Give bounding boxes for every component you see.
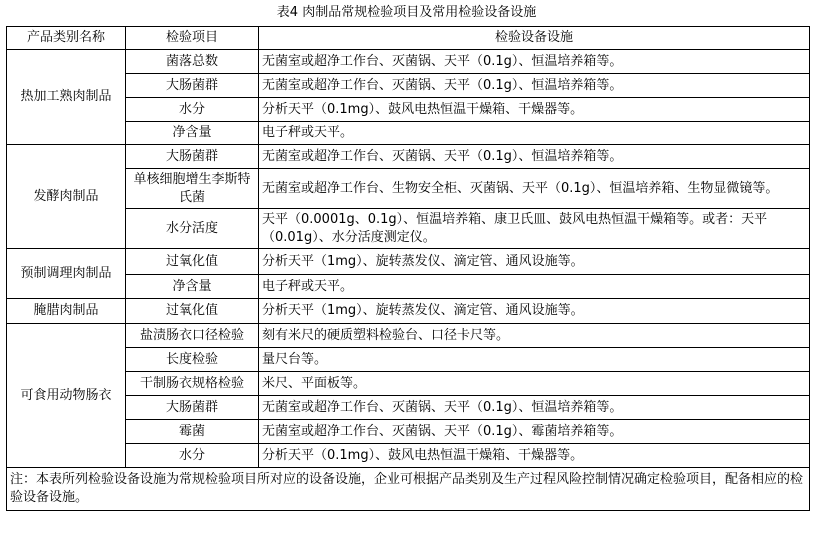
- inspection-table: [6, 26, 810, 511]
- equipment-cell: 刻有米尺的硬质塑料检验台、口径卡尺等。: [259, 324, 810, 348]
- table-row: [7, 396, 810, 420]
- category-cell: 腌腊肉制品: [7, 299, 126, 324]
- category-cell: 热加工熟肉制品: [7, 50, 126, 145]
- equipment-cell: 电子秤或天平。: [259, 122, 810, 145]
- category-cell: 发酵肉制品: [7, 145, 126, 249]
- item-cell: 大肠菌群: [126, 396, 259, 420]
- equipment-cell: 量尺台等。: [259, 348, 810, 372]
- category-cell: 可食用动物肠衣: [7, 324, 126, 468]
- table-row: [7, 50, 810, 74]
- table-note: 注：本表所列检验设备设施为常规检验项目所对应的设备设施，企业可根据产品类别及生产过程风险控制情况确定检验项目，配备相应的检验设备设施。: [7, 468, 810, 511]
- header-equipment: 检验设备设施: [259, 27, 810, 50]
- equipment-cell: 分析天平（1mg）、旋转蒸发仪、滴定管、通风设施等。: [259, 249, 810, 275]
- table-row: [7, 169, 810, 209]
- equipment-cell: 分析天平（1mg）、旋转蒸发仪、滴定管、通风设施等。: [259, 299, 810, 324]
- item-cell: 过氧化值: [126, 249, 259, 275]
- table-row: [7, 249, 810, 275]
- table-body: [7, 50, 810, 468]
- item-cell: 干制肠衣规格检验: [126, 372, 259, 396]
- table-row: [7, 98, 810, 122]
- item-cell: 长度检验: [126, 348, 259, 372]
- equipment-cell: 无菌室或超净工作台、灭菌锅、天平（0.1g）、恒温培养箱等。: [259, 74, 810, 98]
- item-cell: 菌落总数: [126, 50, 259, 74]
- header-item: 检验项目: [126, 27, 259, 50]
- table-header-row: [7, 27, 810, 50]
- category-cell: 预制调理肉制品: [7, 249, 126, 299]
- item-cell: 单核细胞增生李斯特氏菌: [126, 169, 259, 209]
- item-cell: 水分: [126, 444, 259, 468]
- table-caption: 表4 肉制品常规检验项目及常用检验设备设施: [276, 5, 537, 20]
- table-row: [7, 348, 810, 372]
- item-cell: 大肠菌群: [126, 145, 259, 169]
- item-cell: 大肠菌群: [126, 74, 259, 98]
- table-row: [7, 372, 810, 396]
- equipment-cell: 米尺、平面板等。: [259, 372, 810, 396]
- equipment-cell: 分析天平（0.1mg）、鼓风电热恒温干燥箱、干燥器等。: [259, 444, 810, 468]
- table-row: [7, 299, 810, 324]
- table-row: [7, 275, 810, 299]
- table-row: [7, 145, 810, 169]
- item-cell: 霉菌: [126, 420, 259, 444]
- table-row: [7, 444, 810, 468]
- note-row: [7, 468, 810, 511]
- equipment-cell: 无菌室或超净工作台、灭菌锅、天平（0.1g）、霉菌培养箱等。: [259, 420, 810, 444]
- table-row: [7, 209, 810, 249]
- equipment-cell: 无菌室或超净工作台、生物安全柜、灭菌锅、天平（0.1g）、恒温培养箱、生物显微镜等。: [259, 169, 810, 209]
- equipment-cell: 分析天平（0.1mg）、鼓风电热恒温干燥箱、干燥器等。: [259, 98, 810, 122]
- equipment-cell: 无菌室或超净工作台、灭菌锅、天平（0.1g）、恒温培养箱等。: [259, 50, 810, 74]
- table-row: [7, 122, 810, 145]
- header-category: 产品类别名称: [7, 27, 126, 50]
- equipment-cell: 电子秤或天平。: [259, 275, 810, 299]
- item-cell: 净含量: [126, 122, 259, 145]
- item-cell: 水分活度: [126, 209, 259, 249]
- equipment-cell: 无菌室或超净工作台、灭菌锅、天平（0.1g）、恒温培养箱等。: [259, 396, 810, 420]
- item-cell: 过氧化值: [126, 299, 259, 324]
- equipment-cell: 无菌室或超净工作台、灭菌锅、天平（0.1g）、恒温培养箱等。: [259, 145, 810, 169]
- table-row: [7, 74, 810, 98]
- item-cell: 水分: [126, 98, 259, 122]
- item-cell: 净含量: [126, 275, 259, 299]
- table-row: [7, 420, 810, 444]
- table-row: [7, 324, 810, 348]
- item-cell: 盐渍肠衣口径检验: [126, 324, 259, 348]
- equipment-cell: 天平（0.0001g、0.1g）、恒温培养箱、康卫氏皿、鼓风电热恒温干燥箱等。或者：天平（0.01g）、水分活度测定仪。: [259, 209, 810, 249]
